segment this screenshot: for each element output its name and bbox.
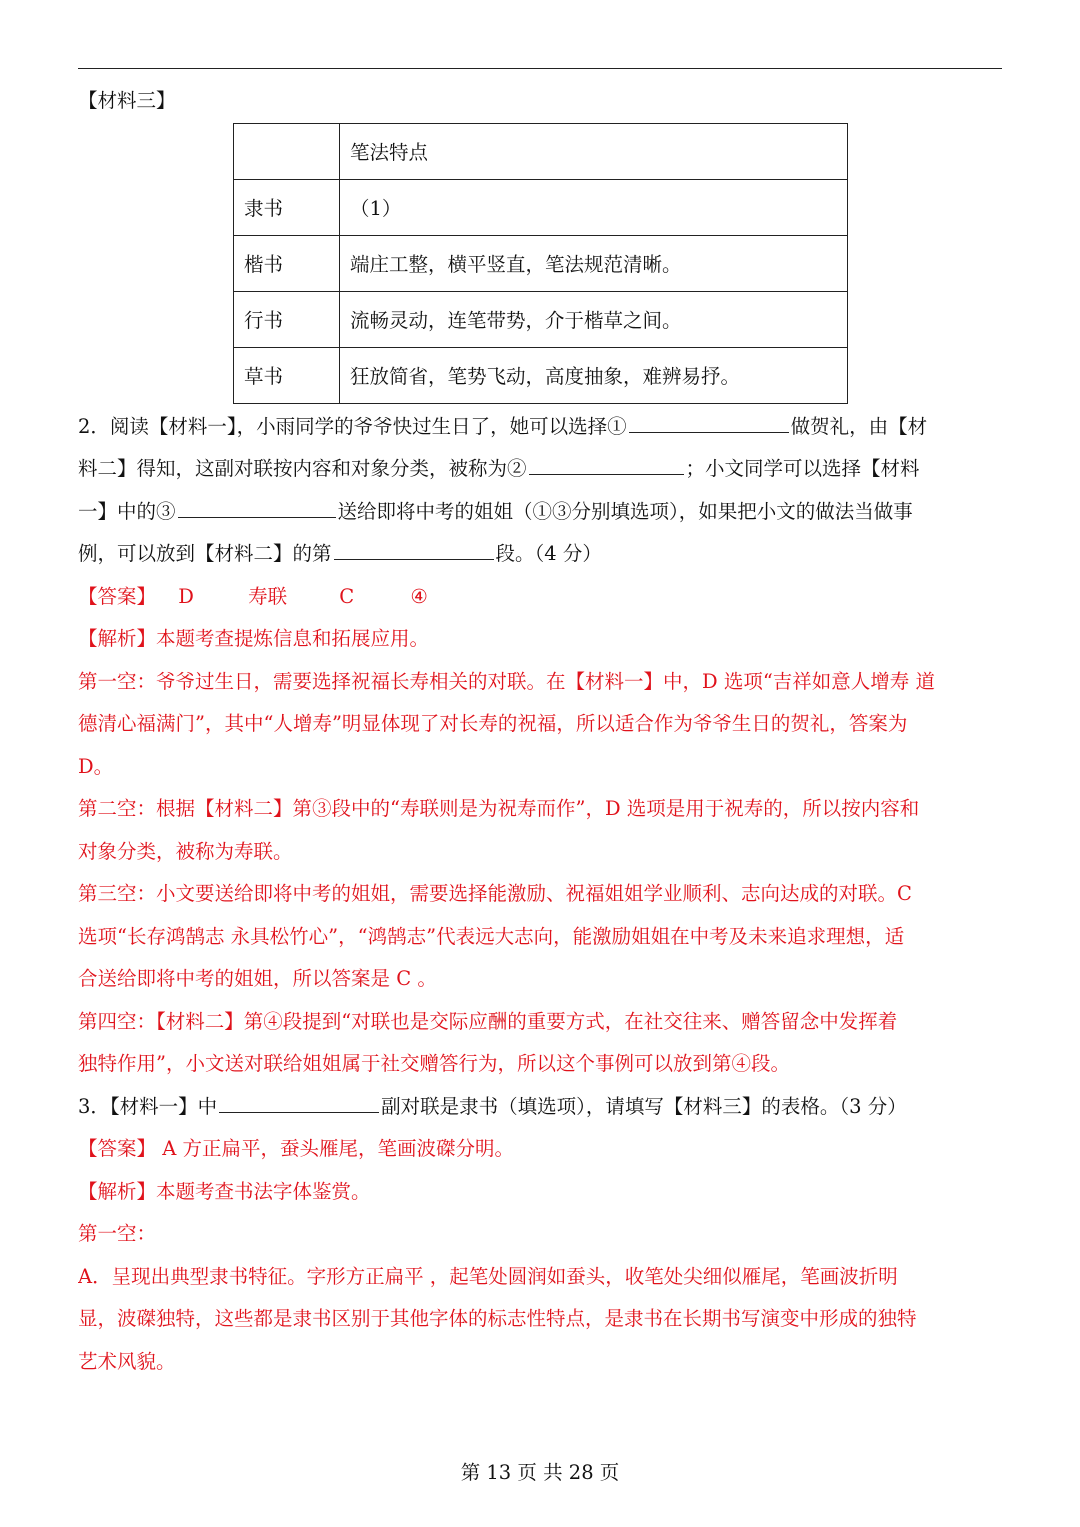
table-row: [234, 347, 848, 403]
q2-p2-line: 第二空：根据【材料二】第③段中的“寿联则是为祝寿而作”，D 选项是用于祝寿的，所以按内容和: [78, 797, 920, 820]
q2-line-3: [78, 491, 1002, 534]
table-cell-feature: 端庄工整，横平竖直，笔法规范清晰。: [340, 235, 848, 291]
q2-text: 一】中的③: [78, 499, 176, 523]
calligraphy-table: [233, 123, 848, 404]
q2-answer: [78, 576, 1002, 619]
answer-blank-4[interactable]: [334, 533, 494, 560]
q3-p1-line: 艺术风貌。: [78, 1349, 176, 1373]
top-rule: [78, 68, 1002, 69]
answer-value: 寿联: [248, 584, 288, 608]
table-cell-style: 隶书: [234, 179, 340, 235]
q2-line-1: [78, 406, 1002, 449]
q2-text: 料二】得知，这副对联按内容和对象分类，被称为②: [78, 457, 527, 480]
answer-blank-2[interactable]: [529, 448, 684, 475]
q3-first-blank: 第一空：: [78, 1222, 157, 1245]
q3-text: 3．【材料一】中: [78, 1094, 218, 1118]
q3-p1-line: A．呈现出典型隶书特征。字形方正扁平 ，起笔处圆润如蚕头，收笔处尖细似雁尾，笔画波折明: [78, 1264, 898, 1288]
q3-analysis: 【解析】本题考查书法字体鉴赏。: [78, 1179, 371, 1203]
table-cell-feature: （1）: [340, 179, 848, 235]
q2-p3-line: 合送给即将中考的姐姐，所以答案是 C 。: [78, 967, 437, 990]
q3-answer: 【答案】 A 方正扁平，蚕头雁尾，笔画波磔分明。: [78, 1137, 514, 1160]
q2-text: 2．阅读【材料一】，小雨同学的爷爷快过生日了，她可以选择①: [78, 414, 627, 438]
table-header-row: [234, 123, 848, 179]
table-cell-style: 草书: [234, 347, 340, 403]
table-cell-feature: 流畅灵动，连笔带势，介于楷草之间。: [340, 291, 848, 347]
q2-p2-line: 对象分类，被称为寿联。: [78, 839, 293, 863]
q2-text: 例，可以放到【材料二】的第: [78, 542, 332, 565]
material3-heading: 【材料三】: [78, 89, 176, 112]
q2-text: ；小文同学可以选择【材料: [685, 457, 920, 480]
table-row: [234, 235, 848, 291]
q2-p3-line: 选项“长存鸿鹄志 永具松竹心”，“鸿鹄志”代表远大志向，能激励姐姐在中考及未来追求理想，适: [78, 924, 905, 948]
page-footer: 第 13 页 共 28 页: [460, 1461, 620, 1484]
table-header-cell: 笔法特点: [340, 123, 848, 179]
q2-line-4: [78, 533, 1002, 576]
q3-text: 副对联是隶书（填选项），请填写【材料三】的表格。（3 分）: [381, 1094, 907, 1118]
answer-blank-1[interactable]: [629, 406, 789, 433]
q3-line-1: [78, 1086, 1002, 1129]
q2-text: 做贺礼，由【材: [790, 414, 928, 438]
answer-blank-3[interactable]: [178, 491, 336, 518]
answer-value: D: [178, 584, 194, 608]
answer-label: 【答案】: [78, 584, 157, 608]
answer-blank-5[interactable]: [219, 1086, 379, 1113]
q2-p4-line: 第四空：【材料二】第④段提到“对联也是交际应酬的重要方式，在社交往来、赠答留念中发挥着: [78, 1009, 898, 1033]
q2-p3-line: 第三空：小文要送给即将中考的姐姐，需要选择能激励、祝福姐姐学业顺利、志向达成的对联。C: [78, 882, 912, 905]
q2-analysis: 【解析】本题考查提炼信息和拓展应用。: [78, 627, 430, 650]
q2-p1-line: D。: [78, 754, 114, 778]
table-row: [234, 179, 848, 235]
answer-value: C: [339, 584, 355, 608]
table-cell-style: 行书: [234, 291, 340, 347]
q2-p4-line: 独特作用”，小文送对联给姐姐属于社交赠答行为，所以这个事例可以放到第④段。: [78, 1052, 790, 1075]
answer-value: ④: [410, 584, 428, 608]
q2-p1-line: 第一空：爷爷过生日，需要选择祝福长寿相关的对联。在【材料一】中，D 选项“吉祥如意人增寿 道: [78, 669, 936, 693]
q3-p1-line: 显，波磔独特，这些都是隶书区别于其他字体的标志性特点，是隶书在长期书写演变中形成的独特: [78, 1307, 917, 1330]
q2-text: 送给即将中考的姐姐（①③分别填选项），如果把小文的做法当做事: [337, 499, 913, 523]
table-cell-style: 楷书: [234, 235, 340, 291]
q2-line-2: [78, 448, 1002, 491]
q2-p1-line: 德清心福满门”，其中“人增寿”明显体现了对长寿的祝福，所以适合作为爷爷生日的贺礼，答案为: [78, 712, 908, 735]
q2-text: 段。（4 分）: [495, 542, 602, 565]
table-header-cell: [234, 123, 340, 179]
page-content: [78, 80, 1002, 1383]
table-cell-feature: 狂放简省，笔势飞动，高度抽象，难辨易抒。: [340, 347, 848, 403]
table-row: [234, 291, 848, 347]
